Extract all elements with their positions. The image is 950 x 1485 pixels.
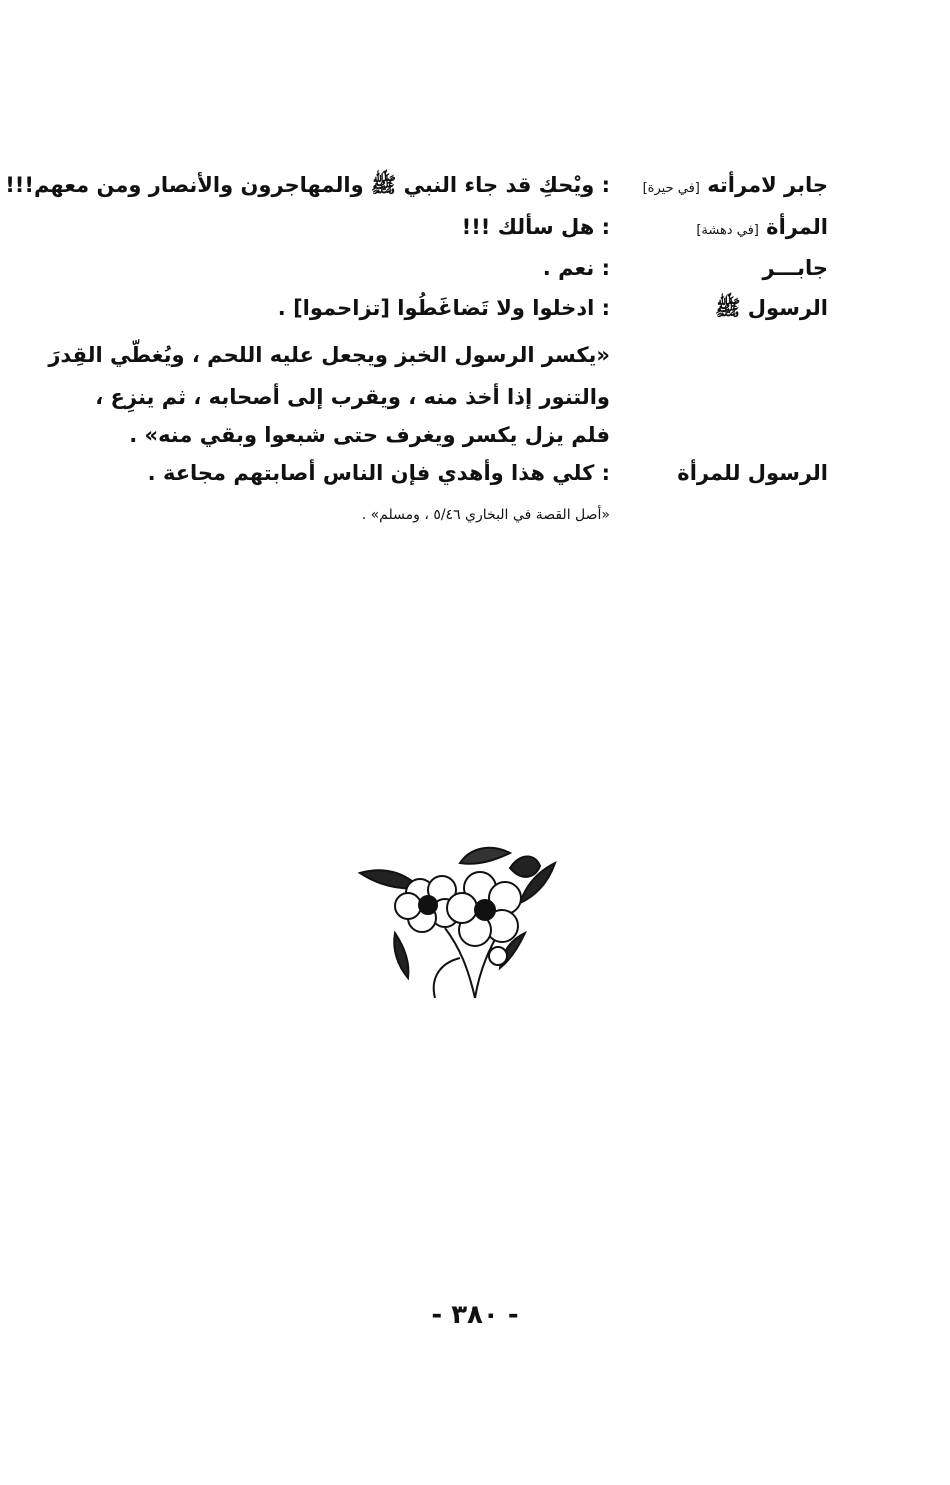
dialogue-text: : كلي هذا وأهدي فإن الناس أصابتهم مجاعة . [147, 461, 610, 485]
narration-line: والتنور إذا أخذ منه ، ويقرب إلى أصحابه ، ثم ينزِع ، [95, 385, 610, 409]
speaker-name: جابـــر [762, 256, 828, 280]
speaker-name: المرأة [766, 215, 828, 239]
dialogue-text: : ادخلوا ولا تَضاغَطُوا [تزاحموا] . [277, 296, 610, 320]
footnote: «أصل القصة في البخاري ٥/٤٦ ، ومسلم» . [361, 507, 610, 523]
speaker-name: جابر لامرأته [707, 173, 828, 197]
speaker-jabir-short [638, 253, 828, 283]
narration-line: فلم يزل يكسر ويغرف حتى شبعوا وبقي منه» . [129, 423, 610, 447]
speaker-jabir [638, 170, 828, 204]
speaker-note: [في دهشة] [696, 223, 759, 238]
narration-line: «يكسر الرسول الخبز ويجعل عليه اللحم ، ويُغطّي القِدرَ [48, 343, 610, 367]
speaker-prophet [638, 293, 828, 323]
speaker-name: الرسول للمرأة [677, 461, 828, 485]
speaker-note: [في حيرة] [642, 181, 700, 196]
speaker-name: الرسول ﷺ [715, 296, 828, 320]
floral-ornament-icon [350, 838, 570, 1008]
speaker-woman [638, 212, 828, 246]
page-number: - ٣٨٠ - [431, 1300, 519, 1330]
dialogue-text: : نعم . [542, 256, 610, 280]
speaker-prophet-to-woman [638, 458, 828, 488]
dialogue-text: : هل سألك !!! [461, 215, 610, 239]
dialogue-text: : ويْحكِ قد جاء النبي ﷺ والمهاجرون والأنصار ومن معهم!!! [5, 173, 610, 197]
